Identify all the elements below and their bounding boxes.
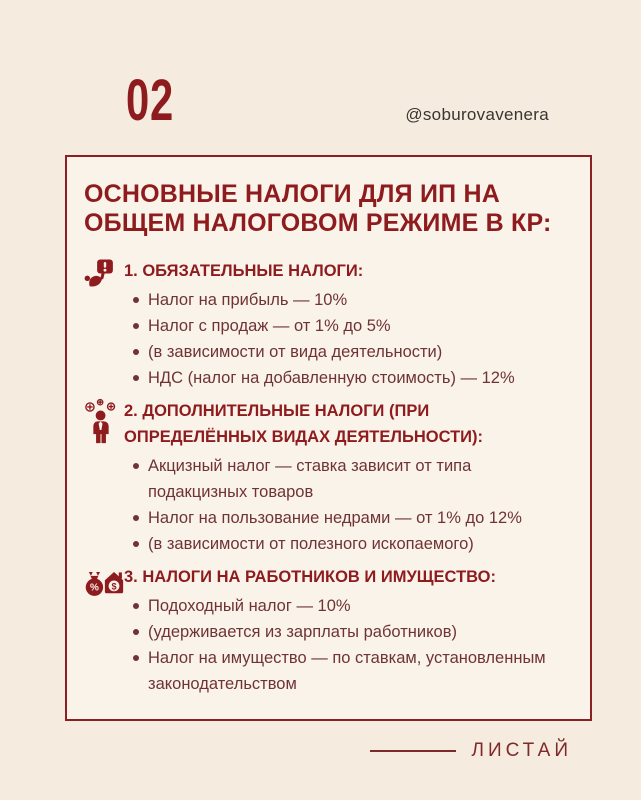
section-heading: 2. ДОПОЛНИТЕЛЬНЫЕ НАЛОГИ (ПРИ ОПРЕДЕЛЁННЫХ ВИДАХ ДЕЯТЕЛЬНОСТИ): xyxy=(124,402,484,446)
instagram-handle: @soburovavenera xyxy=(405,105,549,124)
section-heading: 1. ОБЯЗАТЕЛЬНЫЕ НАЛОГИ: xyxy=(124,262,364,280)
raised-hand-exclamation-sign-icon xyxy=(84,258,124,289)
bullet-item: Налог на имущество — по ставкам, установленным законодательством xyxy=(148,645,566,697)
section-additional-taxes xyxy=(84,398,566,557)
section-mandatory-taxes xyxy=(84,258,566,391)
svg-text:%: % xyxy=(89,582,99,594)
page-number: 02 xyxy=(126,68,174,133)
section-heading: 3. НАЛОГИ НА РАБОТНИКОВ И ИМУЩЕСТВО: xyxy=(124,568,496,586)
bullet-item: Налог на пользование недрами — от 1% до 12% xyxy=(148,505,566,531)
card-title xyxy=(84,180,566,238)
bullet-item: (в зависимости от вида деятельности) xyxy=(148,339,566,365)
bullet-item: Акцизный налог — ставка зависит от типа подакцизных товаров xyxy=(148,453,566,505)
card-title-line-2: ОБЩЕМ НАЛОГОВОМ РЕЖИМЕ В КР: xyxy=(84,209,552,237)
bullet-list xyxy=(124,453,566,557)
bullet-item: (в зависимости от полезного ископаемого) xyxy=(148,531,566,557)
money-bag-house-icon xyxy=(84,564,124,599)
bullet-list xyxy=(124,287,566,391)
bullet-item: Налог с продаж — от 1% до 5% xyxy=(148,313,566,339)
card-title-line-1: ОСНОВНЫЕ НАЛОГИ ДЛЯ ИП НА xyxy=(84,180,500,208)
swipe-hint xyxy=(370,740,572,762)
bullet-item: НДС (налог на добавленную стоимость) — 12% xyxy=(148,365,566,391)
businessman-plus-coins-icon xyxy=(84,398,124,446)
bullet-item: (удерживается из зарплаты работников) xyxy=(148,619,566,645)
content-card xyxy=(65,155,592,721)
section-employee-property-taxes xyxy=(84,564,566,697)
bullet-list xyxy=(124,593,566,697)
bullet-item: Налог на прибыль — 10% xyxy=(148,287,566,313)
swipe-divider-line xyxy=(370,750,456,752)
bullet-item: Подоходный налог — 10% xyxy=(148,593,566,619)
svg-text:$: $ xyxy=(111,581,117,592)
swipe-label: ЛИСТАЙ xyxy=(471,740,572,761)
